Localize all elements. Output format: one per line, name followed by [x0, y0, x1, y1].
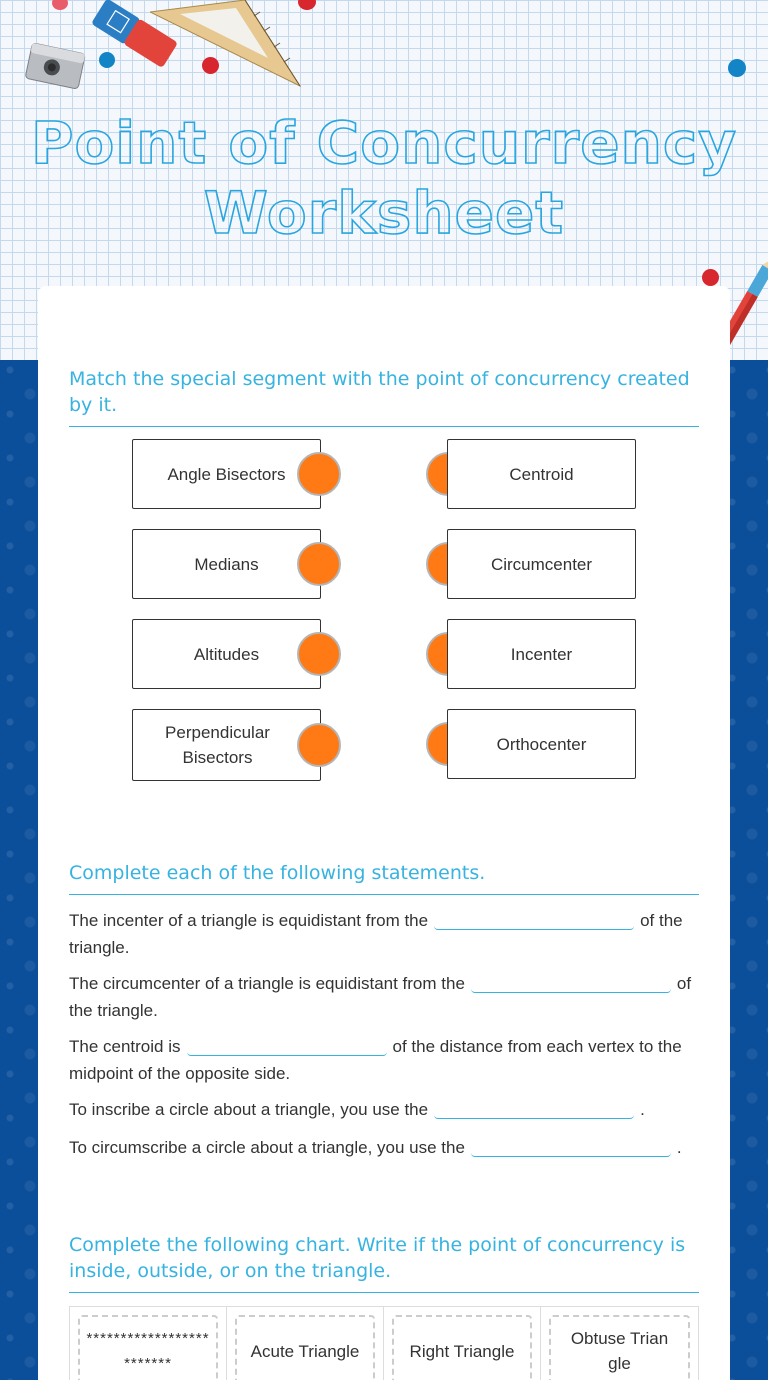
chart-header-label: Right Triangle	[392, 1315, 532, 1380]
chart-header-label: *************************	[78, 1315, 218, 1380]
match-connector-dot[interactable]	[297, 632, 341, 676]
statement-item	[69, 1033, 701, 1087]
statement-text: The centroid is	[69, 1037, 181, 1056]
chart-header-label: Acute Triangle	[235, 1315, 375, 1380]
match-right-item[interactable]: Centroid	[447, 439, 636, 509]
answer-blank[interactable]	[187, 1036, 387, 1056]
statement-text: of the distance from each vertex to the midpoint of the opposite side.	[69, 1037, 682, 1083]
concurrency-chart	[69, 1306, 699, 1380]
statement-text: The incenter of a triangle is equidistant from the	[69, 911, 429, 930]
pencil-sharpener-icon	[22, 38, 88, 96]
match-left-item[interactable]: Medians	[132, 529, 321, 599]
match-left-item[interactable]: Perpendicular Bisectors	[132, 709, 321, 781]
chart-header-cell	[384, 1307, 541, 1380]
decor-dot	[702, 269, 719, 286]
statement-text: .	[676, 1138, 682, 1157]
statement-text: of the triangle.	[69, 911, 683, 957]
match-right-item[interactable]: Incenter	[447, 619, 636, 689]
match-connector-dot[interactable]	[297, 542, 341, 586]
decor-dot	[728, 59, 746, 77]
match-connector-dot[interactable]	[297, 723, 341, 767]
answer-blank[interactable]	[471, 1137, 671, 1157]
match-right-item[interactable]: Orthocenter	[447, 709, 636, 779]
statement-text: of the triangle.	[69, 974, 692, 1020]
chart-header-cell	[227, 1307, 384, 1380]
statement-text: To circumscribe a circle about a triangle, you use the	[69, 1138, 465, 1157]
page-title	[0, 108, 768, 248]
matching-instruction: Match the special segment with the point of concurrency created by it.	[69, 366, 699, 427]
statement-item	[69, 907, 701, 961]
answer-blank[interactable]	[471, 973, 671, 993]
chart-header-cell	[541, 1307, 698, 1380]
chart-header-cell	[70, 1307, 227, 1380]
match-left-item[interactable]: Angle Bisectors	[132, 439, 321, 509]
worksheet-card	[38, 286, 730, 1380]
statement-item	[69, 1134, 701, 1161]
statement-item	[69, 970, 701, 1024]
statements-instruction: Complete each of the following statements.	[69, 860, 699, 895]
chart-header-label: Obtuse Triangle	[549, 1315, 690, 1380]
statement-text: The circumcenter of a triangle is equidistant from the	[69, 974, 465, 993]
decor-dot	[202, 57, 219, 74]
answer-blank[interactable]	[434, 910, 634, 930]
answer-blank[interactable]	[434, 1099, 634, 1119]
statement-item	[69, 1096, 701, 1123]
match-left-item[interactable]: Altitudes	[132, 619, 321, 689]
title-line-2: Worksheet	[203, 179, 565, 247]
match-connector-dot[interactable]	[297, 452, 341, 496]
decor-dot	[99, 52, 115, 68]
title-line-1: Point of Concurrency	[30, 109, 738, 177]
match-right-item[interactable]: Circumcenter	[447, 529, 636, 599]
statement-text: .	[640, 1100, 645, 1119]
statement-text: To inscribe a circle about a triangle, you use the	[69, 1100, 429, 1119]
ruler-icon	[150, 0, 305, 88]
chart-instruction: Complete the following chart. Write if the point of concurrency is inside, outside, or on the triangle.	[69, 1232, 699, 1293]
